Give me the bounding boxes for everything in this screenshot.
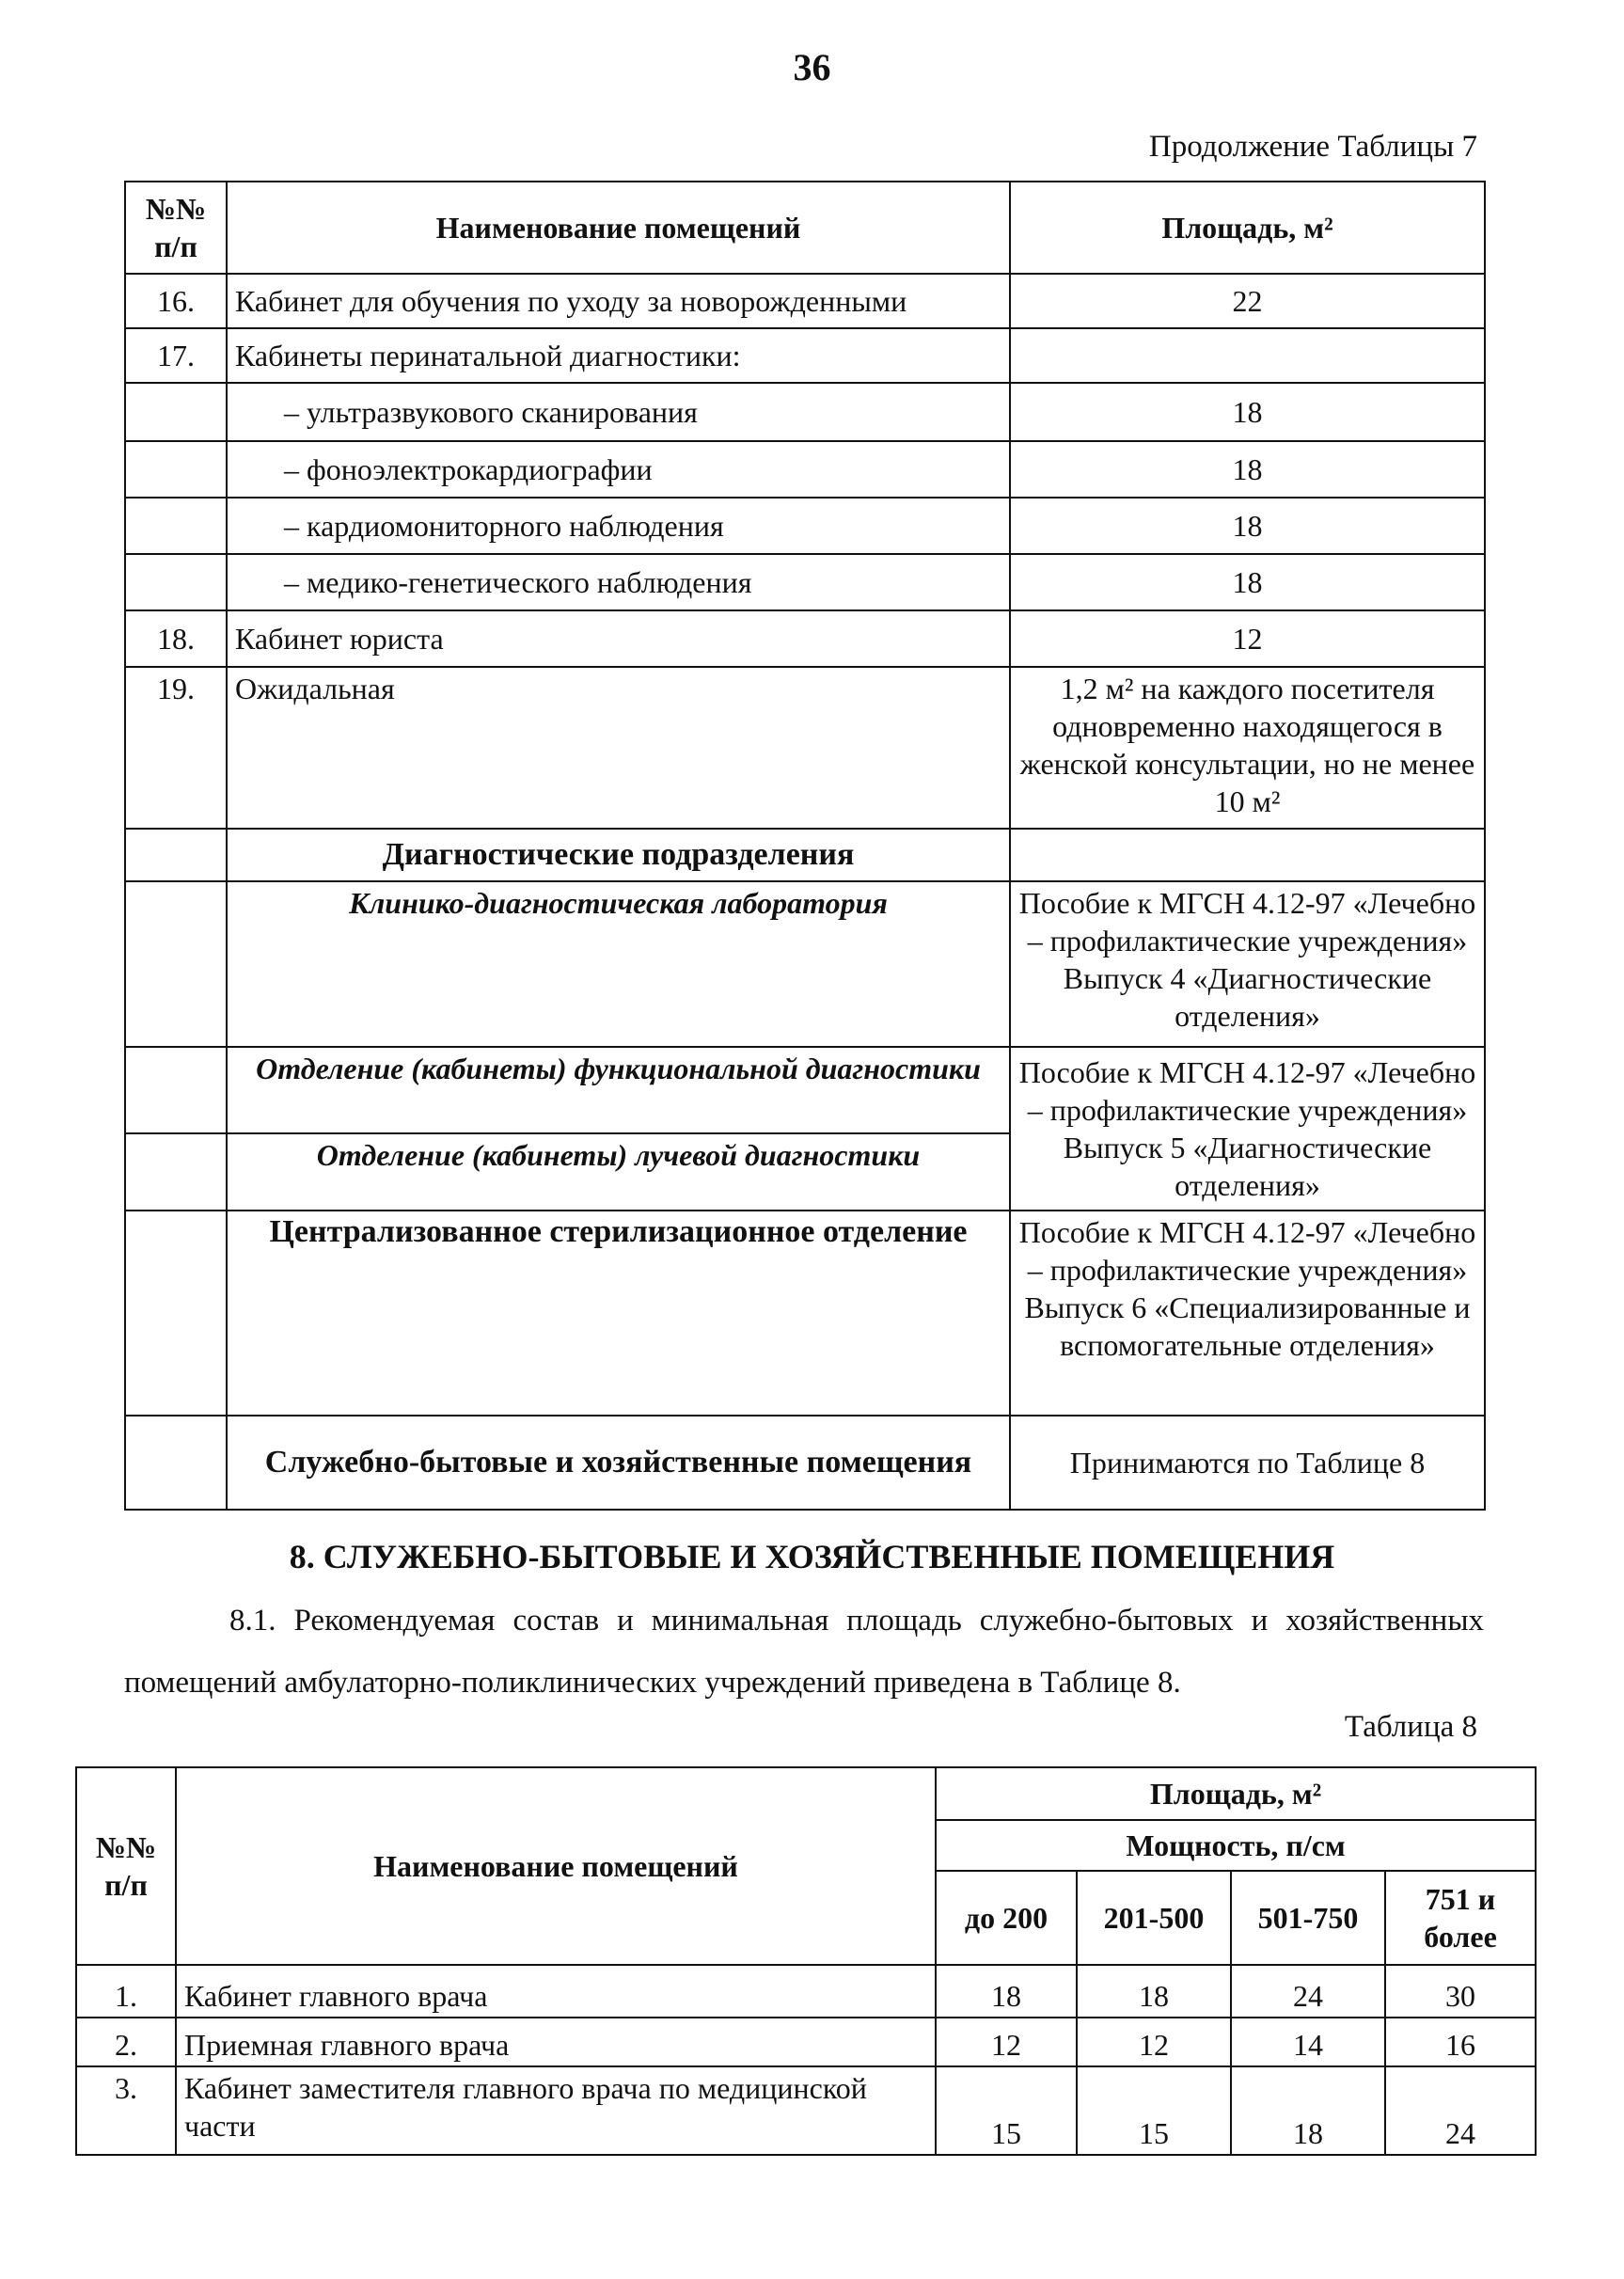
row-num: 1. <box>76 1965 176 2018</box>
row-area: 18 <box>1010 554 1485 610</box>
table-7 <box>124 181 1486 1511</box>
row-value: 18 <box>1231 2066 1385 2155</box>
row-value: 30 <box>1385 1965 1536 2018</box>
table-row <box>125 667 1485 829</box>
sterilization-area: Пособие к МГСН 4.12-97 «Лечебно – профилактические учреждения» Выпуск 6 «Специализированные и вспомогательные отделения» <box>1010 1211 1485 1416</box>
header-col-1: до 200 <box>936 1871 1077 1965</box>
table-row <box>125 441 1485 498</box>
paragraph-8-1: 8.1. Рекомендуемая состав и минимальная площадь служебно-бытовых и хозяйственных помещений амбулаторно-поликлинических учреждений приведена в Таблице 8. <box>124 1604 1484 1700</box>
row-name: Кабинет юриста <box>227 610 1010 667</box>
table-row <box>125 274 1485 328</box>
row-name: Кабинет главного врача <box>176 1965 936 2018</box>
page-number: 36 <box>793 46 831 88</box>
table-row <box>125 498 1485 554</box>
header-col-4: 751 и более <box>1385 1871 1536 1965</box>
table-7-header-row <box>125 182 1485 274</box>
row-num: 2. <box>76 2018 176 2066</box>
row-area: 18 <box>1010 383 1485 441</box>
row-name: Ожидальная <box>227 667 1010 829</box>
row-num: 16. <box>125 274 227 328</box>
row-value: 14 <box>1231 2018 1385 2066</box>
row-value: 24 <box>1385 2066 1536 2155</box>
row-name: Кабинет заместителя главного врача по медицинской части <box>176 2066 936 2155</box>
row-area <box>1010 328 1485 383</box>
table-row <box>76 2018 1536 2066</box>
header-col-2: 201-500 <box>1077 1871 1231 1965</box>
table-row <box>125 554 1485 610</box>
diagnostic-units-heading: Диагностические подразделения <box>227 829 1010 881</box>
row-value: 15 <box>1077 2066 1231 2155</box>
ray-diag-name: Отделение (кабинеты) лучевой диагностики <box>227 1133 1010 1211</box>
service-name: Служебно-бытовые и хозяйственные помещения <box>227 1416 1010 1510</box>
row-value: 24 <box>1231 1965 1385 2018</box>
table-row <box>76 2066 1536 2155</box>
func-diag-name: Отделение (кабинеты) функциональной диагностики <box>227 1047 1010 1133</box>
row-area: 12 <box>1010 610 1485 667</box>
row-value: 18 <box>936 1965 1077 2018</box>
row-num <box>125 383 227 441</box>
row-num <box>125 1133 227 1211</box>
row-num <box>125 829 227 881</box>
row-area: 1,2 м² на каждого посетителя одновременно находящегося в женской консультации, но не менее 10 м² <box>1010 667 1485 829</box>
row-num <box>125 1047 227 1133</box>
row-num: 18. <box>125 610 227 667</box>
row-area <box>1010 829 1485 881</box>
header-num: №№ п/п <box>125 182 227 274</box>
row-num: 19. <box>125 667 227 829</box>
table-row <box>125 1047 1485 1133</box>
row-num <box>125 441 227 498</box>
row-name: – кардиомониторного наблюдения <box>227 498 1010 554</box>
row-name: Приемная главного врача <box>176 2018 936 2066</box>
table-7-caption: Продолжение Таблицы 7 <box>1148 130 1477 164</box>
row-value: 15 <box>936 2066 1077 2155</box>
section-8-heading: 8. СЛУЖЕБНО-БЫТОВЫЕ И ХОЗЯЙСТВЕННЫЕ ПОМЕЩЕНИЯ <box>289 1538 1335 1575</box>
row-num: 3. <box>76 2066 176 2155</box>
table-row <box>76 1965 1536 2018</box>
row-name: – медико-генетического наблюдения <box>227 554 1010 610</box>
row-area: 22 <box>1010 274 1485 328</box>
table-8-header-row <box>76 1767 1536 1820</box>
row-area: 18 <box>1010 498 1485 554</box>
table-row <box>125 383 1485 441</box>
row-name: – фоноэлектрокардиографии <box>227 441 1010 498</box>
row-value: 12 <box>936 2018 1077 2066</box>
row-num: 17. <box>125 328 227 383</box>
header-area: Площадь, м² <box>936 1767 1536 1820</box>
row-area: 18 <box>1010 441 1485 498</box>
table-8-caption: Таблица 8 <box>1344 1710 1477 1744</box>
lab-area: Пособие к МГСН 4.12-97 «Лечебно – профилактические учреждения» Выпуск 4 «Диагностические отделения» <box>1010 881 1485 1047</box>
service-area: Принимаются по Таблице 8 <box>1010 1416 1485 1510</box>
row-name: Кабинеты перинатальной диагностики: <box>227 328 1010 383</box>
row-num <box>125 1211 227 1416</box>
table-row <box>125 328 1485 383</box>
header-num: №№ п/п <box>76 1767 176 1965</box>
row-num <box>125 554 227 610</box>
row-value: 16 <box>1385 2018 1536 2066</box>
table-row <box>125 610 1485 667</box>
row-num <box>125 881 227 1047</box>
table-row <box>125 1211 1485 1416</box>
table-8 <box>75 1766 1537 2156</box>
row-value: 12 <box>1077 2018 1231 2066</box>
header-capacity: Мощность, п/см <box>936 1820 1536 1871</box>
section-row <box>125 829 1485 881</box>
header-col-3: 501-750 <box>1231 1871 1385 1965</box>
sterilization-name: Централизованное стерилизационное отделение <box>227 1211 1010 1416</box>
row-num <box>125 1416 227 1510</box>
row-num <box>125 498 227 554</box>
func-diag-area: Пособие к МГСН 4.12-97 «Лечебно – профилактические учреждения» Выпуск 5 «Диагностические отделения» <box>1010 1047 1485 1211</box>
table-row <box>125 1416 1485 1510</box>
table-row <box>125 881 1485 1047</box>
header-name: Наименование помещений <box>176 1767 936 1965</box>
row-name: – ультразвукового сканирования <box>227 383 1010 441</box>
row-value: 18 <box>1077 1965 1231 2018</box>
lab-name: Клинико-диагностическая лаборатория <box>227 881 1010 1047</box>
header-area: Площадь, м² <box>1010 182 1485 274</box>
row-name: Кабинет для обучения по уходу за новорожденными <box>227 274 1010 328</box>
header-name: Наименование помещений <box>227 182 1010 274</box>
